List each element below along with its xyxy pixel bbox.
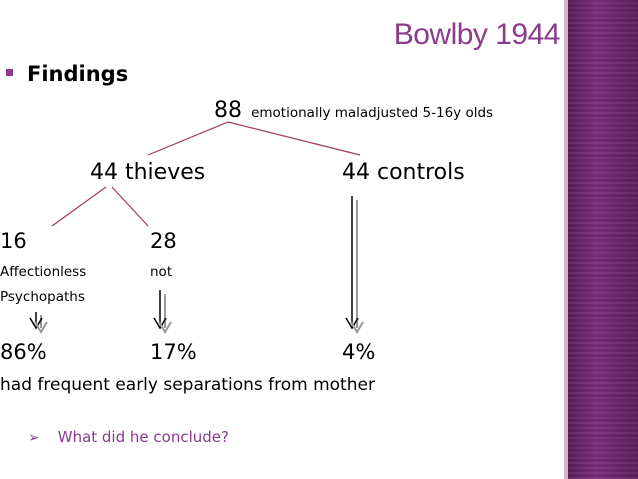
line-thieves-to-28 (112, 187, 148, 226)
line-88-to-thieves (148, 122, 228, 155)
affectionless-result: 86% (0, 340, 47, 364)
arrow-bullet-icon: ➢ (28, 430, 40, 446)
arrow-28-to-17pct (154, 290, 171, 332)
affectionless-label: Affectionless (0, 264, 87, 280)
affectionless-count: 16 (0, 229, 27, 253)
psychopaths-label: Psychopaths (0, 289, 85, 305)
thieves-node: 44 thieves (90, 160, 206, 185)
question-text: What did he conclude? (57, 428, 229, 446)
not-count: 28 (150, 229, 177, 253)
question-bullet (28, 428, 229, 446)
not-result: 17% (150, 340, 197, 364)
line-88-to-controls (228, 122, 360, 155)
findings-label: Findings (27, 62, 129, 86)
line-thieves-to-16 (52, 187, 106, 226)
not-label: not (150, 264, 173, 280)
arrow-16-to-86pct (30, 312, 47, 332)
controls-result: 4% (342, 340, 376, 364)
slide-title: Bowlby 1944 (393, 18, 560, 51)
controls-node: 44 controls (342, 160, 465, 185)
total-number: 88 (214, 98, 242, 123)
arrow-controls-to-4pct (346, 196, 363, 332)
conclusion-line: had frequent early separations from mother (0, 375, 375, 395)
total-node (214, 98, 493, 123)
total-label: emotionally maladjusted 5-16y olds (251, 105, 494, 121)
